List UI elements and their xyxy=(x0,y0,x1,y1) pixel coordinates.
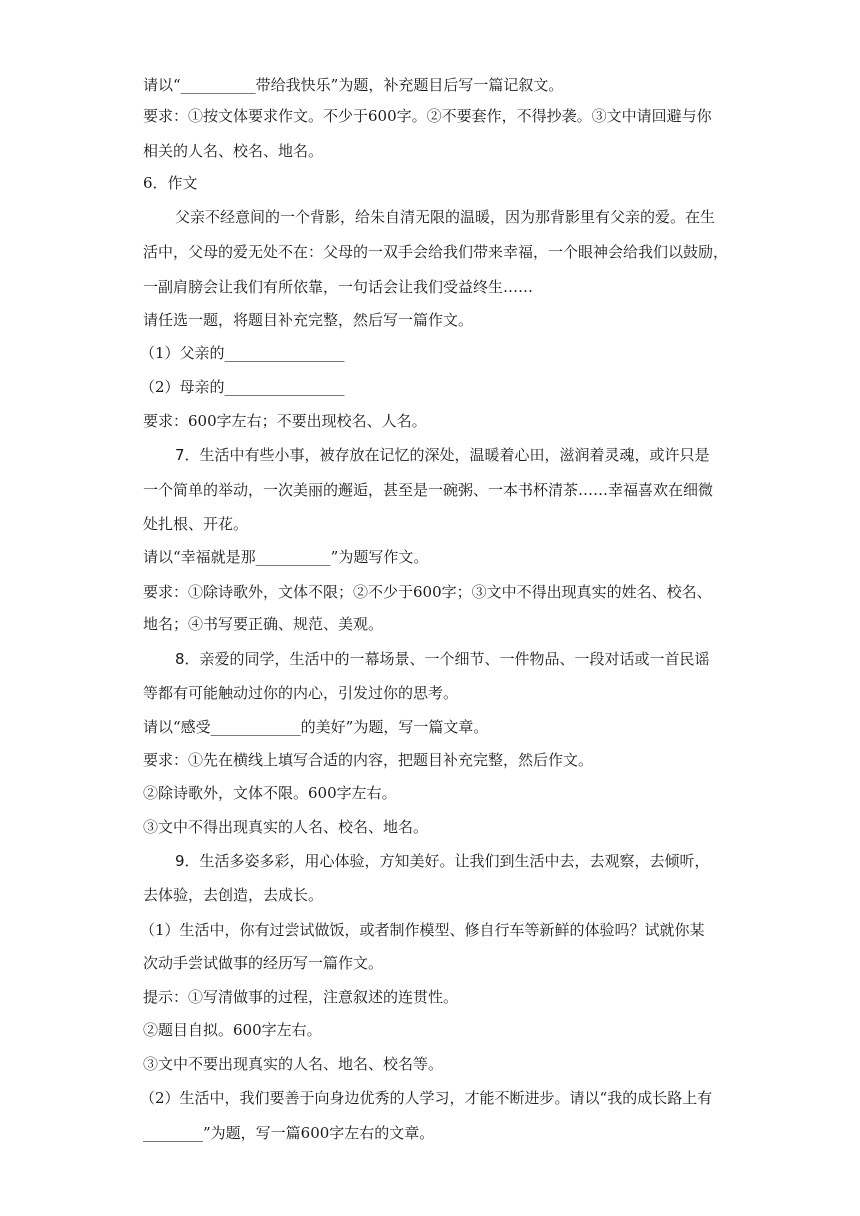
q5-requirements: 要求：①按文体要求作文。不少于600字。②不要套作，不得抄袭。③文中请回避与你 xyxy=(143,107,712,125)
q8-passage-line: 8．亲爱的同学，生活中的一幕场景、一个细节、一件物品、一段对话或一首民谣 xyxy=(175,650,710,668)
q6-option-1: （1）父亲的________________ xyxy=(140,344,345,362)
q9-option-2: （2）生活中，我们要善于向身边优秀的人学习，才能不断进步。请以“我的成长路上有 xyxy=(140,1089,713,1107)
q9-passage-line: 去体验，去创造，去成长。 xyxy=(143,886,324,904)
q9-option-1: （1）生活中，你有过尝试做饭，或者制作模型、修自行车等新鲜的体验吗？试就你某 xyxy=(140,921,705,939)
q8-requirement-1: 要求：①先在横线上填写合适的内容，把题目补充完整，然后作文。 xyxy=(143,751,594,769)
q6-passage-line: 一副肩膀会让我们有所依靠，一句话会让我们受益终生…… xyxy=(143,278,534,296)
q8-requirement-3: ③文中不得出现真实的人名、校名、地名。 xyxy=(143,818,429,836)
q5-prompt: 请以“__________带给我快乐”为题，补充题目后写一篇记叙文。 xyxy=(143,76,564,94)
q7-passage-line: 一个简单的举动，一次美丽的邂逅，甚至是一碗粥、一本书杯清茶……幸福喜欢在细微 xyxy=(143,481,714,499)
q6-requirements: 要求：600字左右；不要出现校名、人名。 xyxy=(143,412,427,430)
q8-prompt: 请以“感受____________的美好”为题，写一篇文章。 xyxy=(143,718,489,736)
q7-passage-line: 7．生活中有些小事，被存放在记忆的深处，温暖着心田，滋润着灵魂，或许只是 xyxy=(175,446,710,464)
q6-instruction: 请任选一题，将题目补充完整，然后写一篇作文。 xyxy=(143,311,474,329)
q9-passage-line: 9．生活多姿多彩，用心体验，方知美好。让我们到生活中去，去观察，去倾听， xyxy=(175,852,710,870)
q5-requirements-cont: 相关的人名、校名、地名。 xyxy=(143,142,324,160)
q6-option-2: （2）母亲的________________ xyxy=(140,378,345,396)
q8-passage-line: 等都有可能触动过你的内心，引发过你的思考。 xyxy=(143,684,459,702)
q6-passage-line: 父亲不经意间的一个背影，给朱自清无限的温暖，因为那背影里有父亲的爱。在生 xyxy=(175,208,716,226)
q9-hint-1: 提示：①写清做事的过程，注意叙述的连贯性。 xyxy=(143,988,459,1006)
q7-requirements-cont: 地名；④书写要正确、规范、美观。 xyxy=(143,615,384,633)
q6-heading: 6．作文 xyxy=(143,174,198,192)
q9-option-2-cont: ________”为题，写一篇600字左右的文章。 xyxy=(143,1124,435,1142)
q6-passage-line: 活中，父母的爱无处不在：父母的一双手会给我们带来幸福，一个眼神会给我们以鼓励， xyxy=(143,243,729,261)
q7-passage-line: 处扎根、开花。 xyxy=(143,515,249,533)
q9-option-1-cont: 次动手尝试做事的经历写一篇作文。 xyxy=(143,954,384,972)
q7-prompt: 请以“幸福就是那__________”为题写作文。 xyxy=(143,548,429,566)
q9-hint-3: ③文中不要出现真实的人名、地名、校名等。 xyxy=(143,1055,444,1073)
q8-requirement-2: ②除诗歌外，文体不限。600字左右。 xyxy=(143,784,397,802)
q9-hint-2: ②题目自拟。600字左右。 xyxy=(143,1021,322,1039)
q7-requirements: 要求：①除诗歌外，文体不限；②不少于600字；③文中不得出现真实的姓名、校名、 xyxy=(143,583,712,601)
